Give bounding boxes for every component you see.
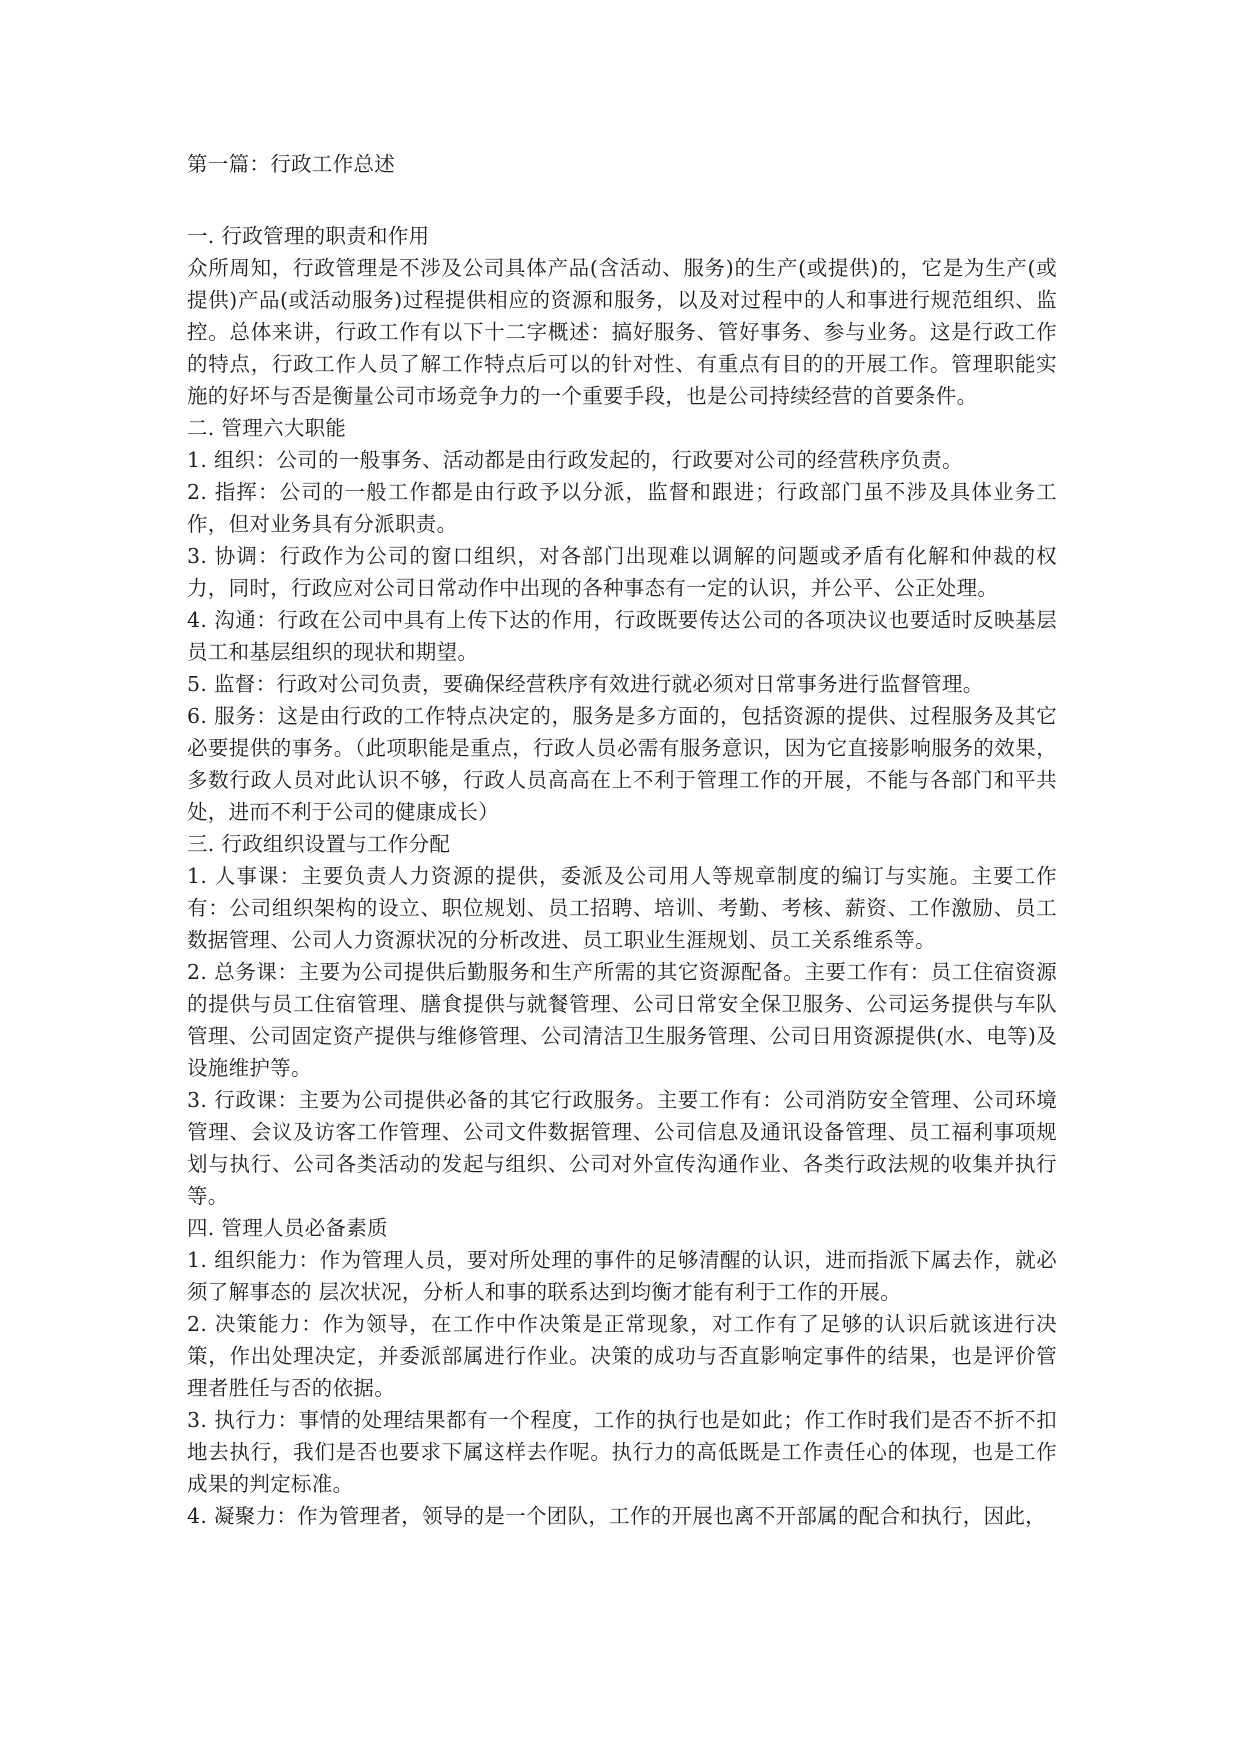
section-qualities xyxy=(187,1212,1057,1532)
list-item: 5. 监督：行政对公司负责，要确保经营秩序有效进行就必须对日常事务进行监督管理。 xyxy=(187,672,984,696)
section-duties xyxy=(187,220,1057,412)
document-title: 第一篇：行政工作总述 xyxy=(187,152,395,176)
list-item: 3. 执行力：事情的处理结果都有一个程度，工作的执行也是如此；作工作时我们是否不折不扣地去执行，我们是否也要求下属这样去作呢。执行力的高低既是工作责任心的体现，也是工作成果的判定标准。 xyxy=(187,1408,1057,1496)
section-heading: 二. 管理六大职能 xyxy=(187,416,347,440)
section-heading: 三. 行政组织设置与工作分配 xyxy=(187,832,451,856)
list-item: 2. 总务课：主要为公司提供后勤服务和生产所需的其它资源配备。主要工作有：员工住宿资源的提供与员工住宿管理、膳食提供与就餐管理、公司日常安全保卫服务、公司运务提供与车队管理、公司固定资产提供与维修管理、公司清洁卫生服务管理、公司日用资源提供(水、电等)及设施维护等。 xyxy=(187,960,1057,1080)
list-item: 2. 指挥：公司的一般工作都是由行政予以分派，监督和跟进；行政部门虽不涉及具体业务工作，但对业务具有分派职责。 xyxy=(187,480,1057,536)
list-item: 4. 凝聚力：作为管理者，领导的是一个团队，工作的开展也离不开部属的配合和执行，因此， xyxy=(187,1504,1046,1528)
section-heading: 一. 行政管理的职责和作用 xyxy=(187,224,430,248)
section-organization xyxy=(187,828,1057,1212)
list-item: 3. 行政课：主要为公司提供必备的其它行政服务。主要工作有：公司消防安全管理、公司环境管理、会议及访客工作管理、公司文件数据管理、公司信息及通讯设备管理、员工福利事项规划与执行、公司各类活动的发起与组织、公司对外宣传沟通作业、各类行政法规的收集并执行等。 xyxy=(187,1088,1057,1208)
list-item: 2. 决策能力：作为领导，在工作中作决策是正常现象，对工作有了足够的认识后就该进行决策，作出处理决定，并委派部属进行作业。决策的成功与否直影响定事件的结果，也是评价管理者胜任与否的依据。 xyxy=(187,1312,1057,1400)
document-body xyxy=(187,148,1057,1532)
list-item: 3. 协调：行政作为公司的窗口组织，对各部门出现难以调解的问题或矛盾有化解和仲裁的权力，同时，行政应对公司日常动作中出现的各种事态有一定的认识，并公平、公正处理。 xyxy=(187,544,1057,600)
list-item: 6. 服务：这是由行政的工作特点决定的，服务是多方面的，包括资源的提供、过程服务及其它必要提供的事务。（此项职能是重点，行政人员必需有服务意识，因为它直接影响服务的效果，多数行政人员对此认识不够，行政人员高高在上不利于管理工作的开展，不能与各部门和平共处，进而不利于公司的健康成长） xyxy=(187,704,1057,824)
list-item: 1. 组织：公司的一般事务、活动都是由行政发起的，行政要对公司的经营秩序负责。 xyxy=(187,448,963,472)
list-item: 4. 沟通：行政在公司中具有上传下达的作用，行政既要传达公司的各项决议也要适时反映基层员工和基层组织的现状和期望。 xyxy=(187,608,1057,664)
list-item: 1. 组织能力：作为管理人员，要对所处理的事件的足够清醒的认识，进而指派下属去作，就必须了解事态的 层次状况，分析人和事的联系达到均衡才能有利于工作的开展。 xyxy=(187,1248,1057,1304)
list-item: 1. 人事课：主要负责人力资源的提供，委派及公司用人等规章制度的编订与实施。主要工作有：公司组织架构的设立、职位规划、员工招聘、培训、考勤、考核、薪资、工作激励、员工数据管理、公司人力资源状况的分析改进、员工职业生涯规划、员工关系维系等。 xyxy=(187,864,1057,952)
section-heading: 四. 管理人员必备素质 xyxy=(187,1216,388,1240)
paragraph: 众所周知，行政管理是不涉及公司具体产品(含活动、服务)的生产(或提供)的，它是为生产(或提供)产品(或活动服务)过程提供相应的资源和服务，以及对过程中的人和事进行规范组织、监控。总体来讲，行政工作有以下十二字概述：搞好服务、管好事务、参与业务。这是行政工作的特点，行政工作人员了解工作特点后可以的针对性、有重点有目的的开展工作。管理职能实施的好坏与否是衡量公司市场竞争力的一个重要手段，也是公司持续经营的首要条件。 xyxy=(187,256,1057,408)
section-six-functions xyxy=(187,412,1057,828)
